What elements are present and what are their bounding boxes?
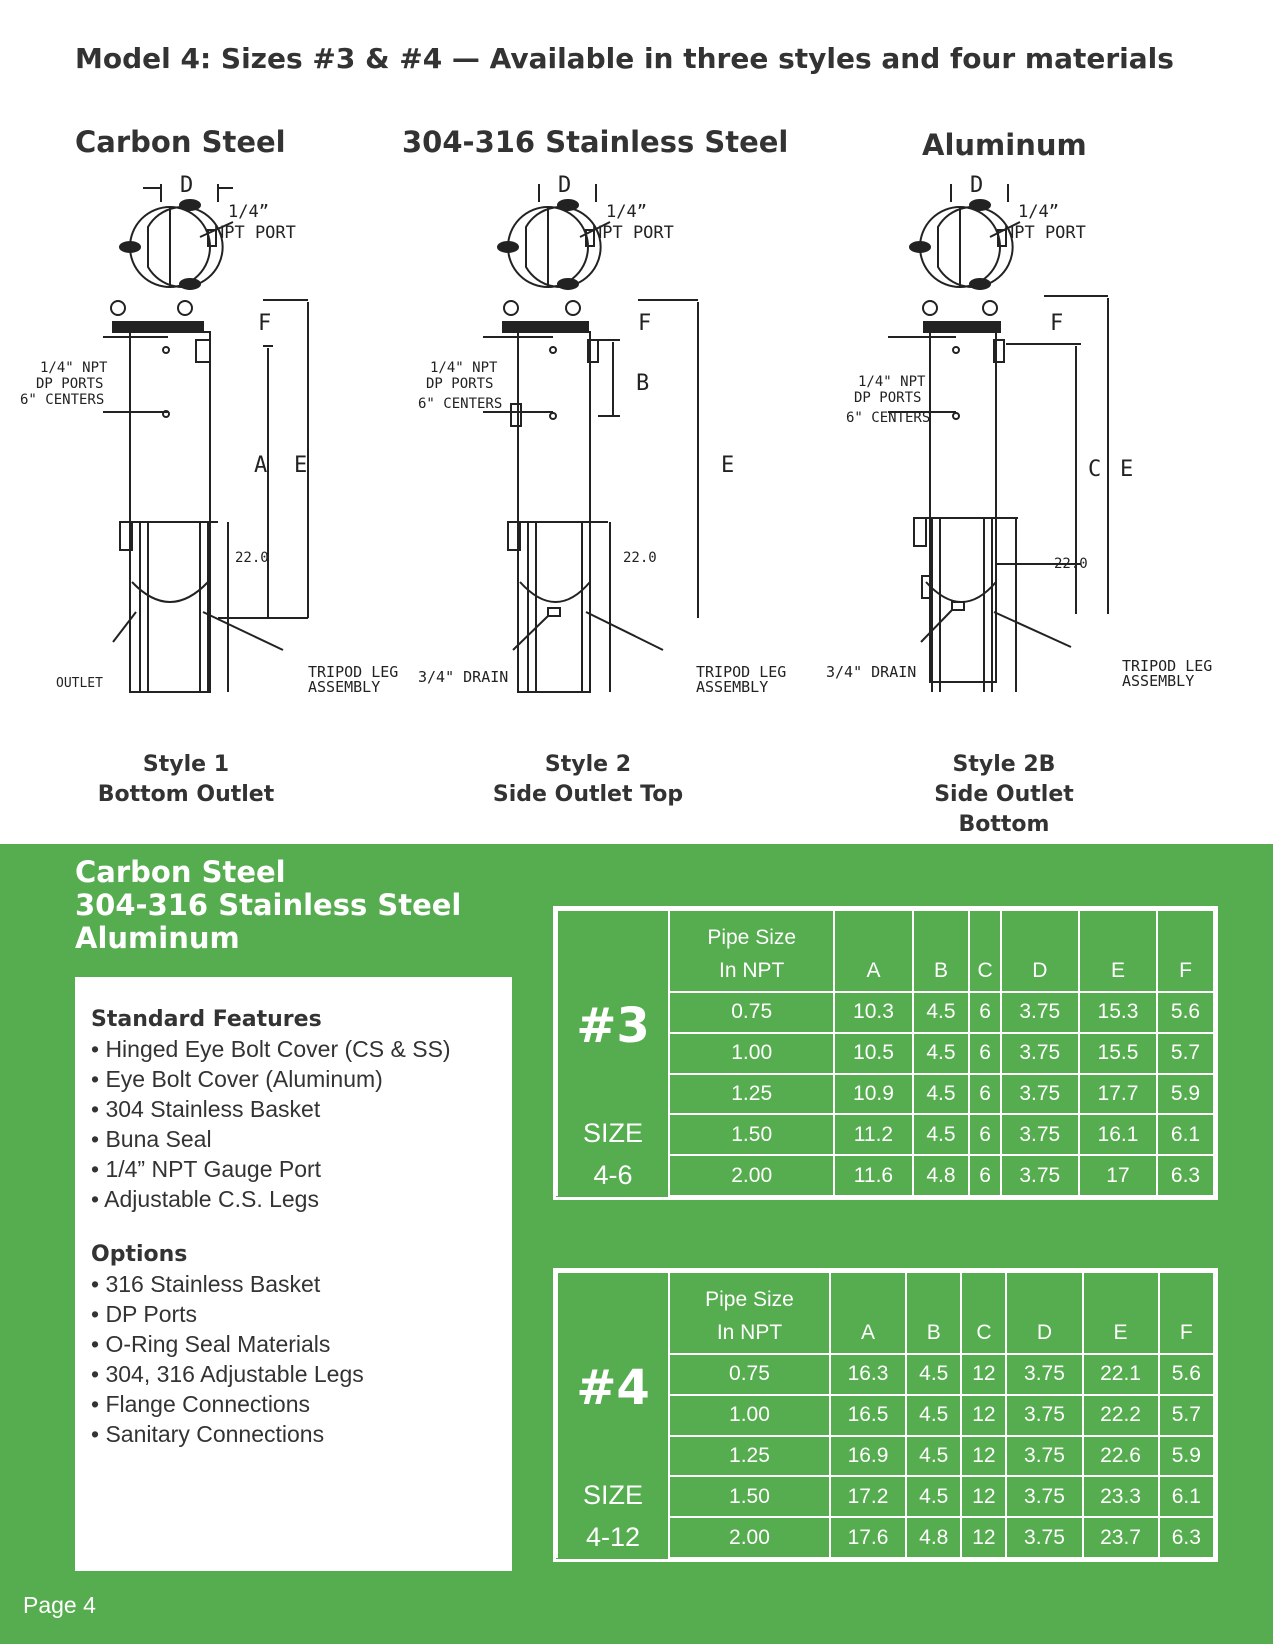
header-cell: E bbox=[1079, 950, 1157, 992]
table-cell: 17.6 bbox=[830, 1517, 906, 1558]
list-item: • O-Ring Seal Materials bbox=[91, 1331, 331, 1357]
header-cell: B bbox=[906, 1312, 961, 1354]
table-cell: 11.6 bbox=[834, 1155, 912, 1196]
table-cell: 16.3 bbox=[830, 1354, 906, 1395]
header-cell: F bbox=[1159, 1312, 1214, 1354]
header-pipe-size: Pipe Size bbox=[669, 1272, 830, 1312]
style-desc: Bottom Outlet bbox=[97, 782, 275, 807]
dp-label-3: 6" CENTERS bbox=[418, 396, 503, 412]
table-cell: 12 bbox=[961, 1354, 1006, 1395]
header-cell: E bbox=[1083, 1312, 1159, 1354]
style-caption-2b bbox=[854, 750, 1154, 840]
table-cell: 4.5 bbox=[913, 1074, 970, 1115]
dp-label-1: 1/4" NPT bbox=[858, 374, 926, 390]
dim-b-label: B bbox=[636, 371, 650, 396]
table-cell: 22.2 bbox=[1083, 1395, 1159, 1436]
table-cell: 12 bbox=[961, 1395, 1006, 1436]
table-cell: 12 bbox=[961, 1517, 1006, 1558]
table-cell: 6 bbox=[969, 1074, 1000, 1115]
style-name: Style 2B bbox=[952, 752, 1056, 777]
port-size-label: 1/4” bbox=[1018, 202, 1059, 222]
size-number: #4 bbox=[576, 1360, 650, 1416]
header-cell: In NPT bbox=[669, 1312, 830, 1354]
table-cell: 4.5 bbox=[906, 1354, 961, 1395]
table-cell: 6.3 bbox=[1159, 1517, 1214, 1558]
material-heading-carbon: Carbon Steel bbox=[75, 125, 286, 159]
table-cell: 12 bbox=[961, 1476, 1006, 1517]
dim-f-label: F bbox=[638, 311, 652, 336]
port-name-label: NPT PORT bbox=[214, 223, 296, 243]
material-heading-aluminum: Aluminum bbox=[922, 128, 1087, 162]
style-desc-2: Bottom bbox=[958, 812, 1050, 837]
dim-c-label: C bbox=[1088, 457, 1102, 482]
list-item: • 304 Stainless Basket bbox=[91, 1096, 321, 1122]
table-cell: 16.9 bbox=[830, 1436, 906, 1477]
port-name-label: NPT PORT bbox=[592, 223, 674, 243]
dimension-table-size-3 bbox=[553, 906, 1218, 1200]
dim-22-label: 22.0 bbox=[1054, 556, 1088, 572]
header-cell: C bbox=[969, 950, 1000, 992]
table-cell: 3.75 bbox=[1006, 1354, 1082, 1395]
list-item: • 1/4” NPT Gauge Port bbox=[91, 1156, 322, 1182]
table-cell: 11.2 bbox=[834, 1114, 912, 1155]
table-cell: 15.3 bbox=[1079, 992, 1157, 1033]
header-cell: C bbox=[961, 1312, 1006, 1354]
table-cell: 6.3 bbox=[1157, 1155, 1214, 1196]
header-cell: A bbox=[830, 1312, 906, 1354]
dim-22-label: 22.0 bbox=[623, 550, 657, 566]
table-cell: 5.9 bbox=[1159, 1436, 1214, 1477]
material-list bbox=[75, 856, 461, 955]
dim-22-label: 22.0 bbox=[235, 550, 269, 566]
table-cell: 5.7 bbox=[1159, 1395, 1214, 1436]
table-cell: 22.1 bbox=[1083, 1354, 1159, 1395]
dp-label-1: 1/4" NPT bbox=[40, 360, 108, 376]
tripod-label-1: TRIPOD LEG bbox=[1122, 657, 1213, 675]
table-cell: 1.00 bbox=[669, 1395, 830, 1436]
features-box bbox=[75, 977, 512, 1571]
list-item: • Sanitary Connections bbox=[91, 1421, 325, 1447]
table-cell: 22.6 bbox=[1083, 1436, 1159, 1477]
table-cell: 1.50 bbox=[669, 1114, 834, 1155]
table-cell: 4.8 bbox=[906, 1517, 961, 1558]
tripod-label-1: TRIPOD LEG bbox=[308, 663, 399, 681]
table-cell: 1.50 bbox=[669, 1476, 830, 1517]
header-pipe-size: Pipe Size bbox=[669, 910, 834, 950]
size-word: SIZE bbox=[582, 1118, 643, 1148]
dp-label-3: 6" CENTERS bbox=[20, 392, 105, 408]
table-cell: 6 bbox=[969, 992, 1000, 1033]
table-cell: 1.25 bbox=[669, 1074, 834, 1115]
dim-a-label: A bbox=[254, 453, 268, 478]
table-cell: 17.7 bbox=[1079, 1074, 1157, 1115]
material-item: 304-316 Stainless Steel bbox=[75, 888, 462, 922]
standard-features-title: Standard Features bbox=[91, 1007, 322, 1032]
table-cell: 4.8 bbox=[913, 1155, 970, 1196]
options-list bbox=[91, 1269, 496, 1449]
table-cell: 16.5 bbox=[830, 1395, 906, 1436]
list-item: • Adjustable C.S. Legs bbox=[91, 1186, 319, 1212]
table-cell: 10.5 bbox=[834, 1033, 912, 1074]
table-cell: 3.75 bbox=[1001, 1074, 1079, 1115]
dp-label-1: 1/4" NPT bbox=[430, 360, 498, 376]
table-cell: 4.5 bbox=[913, 992, 970, 1033]
table-cell: 6 bbox=[969, 1114, 1000, 1155]
table-cell: 23.3 bbox=[1083, 1476, 1159, 1517]
list-item: • DP Ports bbox=[91, 1301, 198, 1327]
outlet-label: OUTLET bbox=[56, 676, 103, 691]
material-item: Aluminum bbox=[75, 921, 240, 955]
list-item: • Hinged Eye Bolt Cover (CS & SS) bbox=[91, 1036, 451, 1062]
style-desc: Side Outlet Top bbox=[492, 782, 684, 807]
table-cell: 5.7 bbox=[1157, 1033, 1214, 1074]
table-cell: 1.25 bbox=[669, 1436, 830, 1477]
table-cell: 23.7 bbox=[1083, 1517, 1159, 1558]
drain-label: 3/4" DRAIN bbox=[826, 663, 917, 681]
port-name-label: NPT PORT bbox=[1004, 223, 1086, 243]
size-range: 4-6 bbox=[593, 1160, 633, 1190]
list-item: • Buna Seal bbox=[91, 1126, 212, 1152]
header-cell: D bbox=[1006, 1312, 1082, 1354]
table-cell: 6.1 bbox=[1159, 1476, 1214, 1517]
tripod-label-2: ASSEMBLY bbox=[308, 678, 381, 696]
list-item: • 304, 316 Adjustable Legs bbox=[91, 1361, 364, 1387]
size-word: SIZE bbox=[582, 1480, 643, 1510]
table-cell: 3.75 bbox=[1006, 1395, 1082, 1436]
dp-label-2: DP PORTS bbox=[854, 390, 922, 406]
table-cell: 6.1 bbox=[1157, 1114, 1214, 1155]
table-cell: 5.9 bbox=[1157, 1074, 1214, 1115]
dim-f-label: F bbox=[258, 311, 272, 336]
dp-label-2: DP PORTS bbox=[36, 376, 104, 392]
table-cell: 10.3 bbox=[834, 992, 912, 1033]
table-cell: 2.00 bbox=[669, 1517, 830, 1558]
dim-d-label: D bbox=[180, 173, 194, 198]
list-item: • 316 Stainless Basket bbox=[91, 1271, 321, 1297]
options-title: Options bbox=[91, 1242, 188, 1267]
page-title: Model 4: Sizes #3 & #4 — Available in three styles and four materials bbox=[75, 42, 1174, 75]
dim-e-label: E bbox=[721, 453, 735, 478]
dp-label-2: DP PORTS bbox=[426, 376, 494, 392]
table-cell: 4.5 bbox=[906, 1395, 961, 1436]
table-cell: 17.2 bbox=[830, 1476, 906, 1517]
dim-d-label: D bbox=[970, 173, 984, 198]
table-cell: 4.5 bbox=[913, 1114, 970, 1155]
page-number: Page 4 bbox=[23, 1592, 96, 1618]
header-cell: A bbox=[834, 950, 912, 992]
style-caption-1 bbox=[36, 750, 336, 810]
table-cell: 3.75 bbox=[1006, 1517, 1082, 1558]
drawing-style-1 bbox=[18, 172, 438, 732]
header-cell: In NPT bbox=[669, 950, 834, 992]
port-size-label: 1/4” bbox=[228, 202, 269, 222]
table-cell: 4.5 bbox=[906, 1476, 961, 1517]
style-caption-2 bbox=[438, 750, 738, 810]
table-cell: 0.75 bbox=[669, 1354, 830, 1395]
dim-f-label: F bbox=[1050, 311, 1064, 336]
size-number: #3 bbox=[576, 998, 650, 1054]
tripod-label-2: ASSEMBLY bbox=[1122, 672, 1195, 690]
header-cell: B bbox=[913, 950, 970, 992]
table-cell: 6 bbox=[969, 1033, 1000, 1074]
table-cell: 10.9 bbox=[834, 1074, 912, 1115]
table-cell: 3.75 bbox=[1001, 1114, 1079, 1155]
table-cell: 1.00 bbox=[669, 1033, 834, 1074]
table-cell: 3.75 bbox=[1006, 1436, 1082, 1477]
size-label-cell bbox=[557, 910, 669, 1196]
table-cell: 4.5 bbox=[913, 1033, 970, 1074]
style-desc: Side Outlet bbox=[934, 782, 1074, 807]
table-cell: 12 bbox=[961, 1436, 1006, 1477]
table-cell: 5.6 bbox=[1159, 1354, 1214, 1395]
list-item: • Eye Bolt Cover (Aluminum) bbox=[91, 1066, 383, 1092]
header-cell: F bbox=[1157, 950, 1214, 992]
style-name: Style 1 bbox=[142, 752, 230, 777]
table-cell: 2.00 bbox=[669, 1155, 834, 1196]
tripod-label-1: TRIPOD LEG bbox=[696, 663, 787, 681]
dp-label-3: 6" CENTERS bbox=[846, 410, 931, 426]
port-size-label: 1/4” bbox=[606, 202, 647, 222]
table-cell: 3.75 bbox=[1001, 1155, 1079, 1196]
style-name: Style 2 bbox=[544, 752, 632, 777]
table-cell: 4.5 bbox=[906, 1436, 961, 1477]
material-item: Carbon Steel bbox=[75, 855, 286, 889]
dim-d-label: D bbox=[558, 173, 572, 198]
table-cell: 3.75 bbox=[1001, 1033, 1079, 1074]
size-range: 4-12 bbox=[585, 1522, 641, 1552]
table-cell: 0.75 bbox=[669, 992, 834, 1033]
table-cell: 16.1 bbox=[1079, 1114, 1157, 1155]
dimension-table-size-4 bbox=[553, 1268, 1218, 1562]
drawing-style-2b bbox=[806, 172, 1226, 732]
dim-e-label: E bbox=[1120, 457, 1134, 482]
header-cell: D bbox=[1001, 950, 1079, 992]
table-cell: 5.6 bbox=[1157, 992, 1214, 1033]
dim-e-label: E bbox=[294, 453, 308, 478]
tripod-label-2: ASSEMBLY bbox=[696, 678, 769, 696]
size-label-cell bbox=[557, 1272, 669, 1558]
strainer-diagram bbox=[806, 172, 1226, 732]
table-cell: 15.5 bbox=[1079, 1033, 1157, 1074]
table-cell: 17 bbox=[1079, 1155, 1157, 1196]
drawing-style-2 bbox=[398, 172, 818, 732]
standard-features-list bbox=[91, 1034, 496, 1214]
drain-label: 3/4" DRAIN bbox=[418, 668, 509, 686]
strainer-diagram bbox=[18, 172, 438, 732]
material-heading-stainless: 304-316 Stainless Steel bbox=[402, 125, 789, 159]
strainer-diagram bbox=[398, 172, 818, 732]
table-cell: 6 bbox=[969, 1155, 1000, 1196]
list-item: • Flange Connections bbox=[91, 1391, 311, 1417]
table-cell: 3.75 bbox=[1001, 992, 1079, 1033]
table-cell: 3.75 bbox=[1006, 1476, 1082, 1517]
